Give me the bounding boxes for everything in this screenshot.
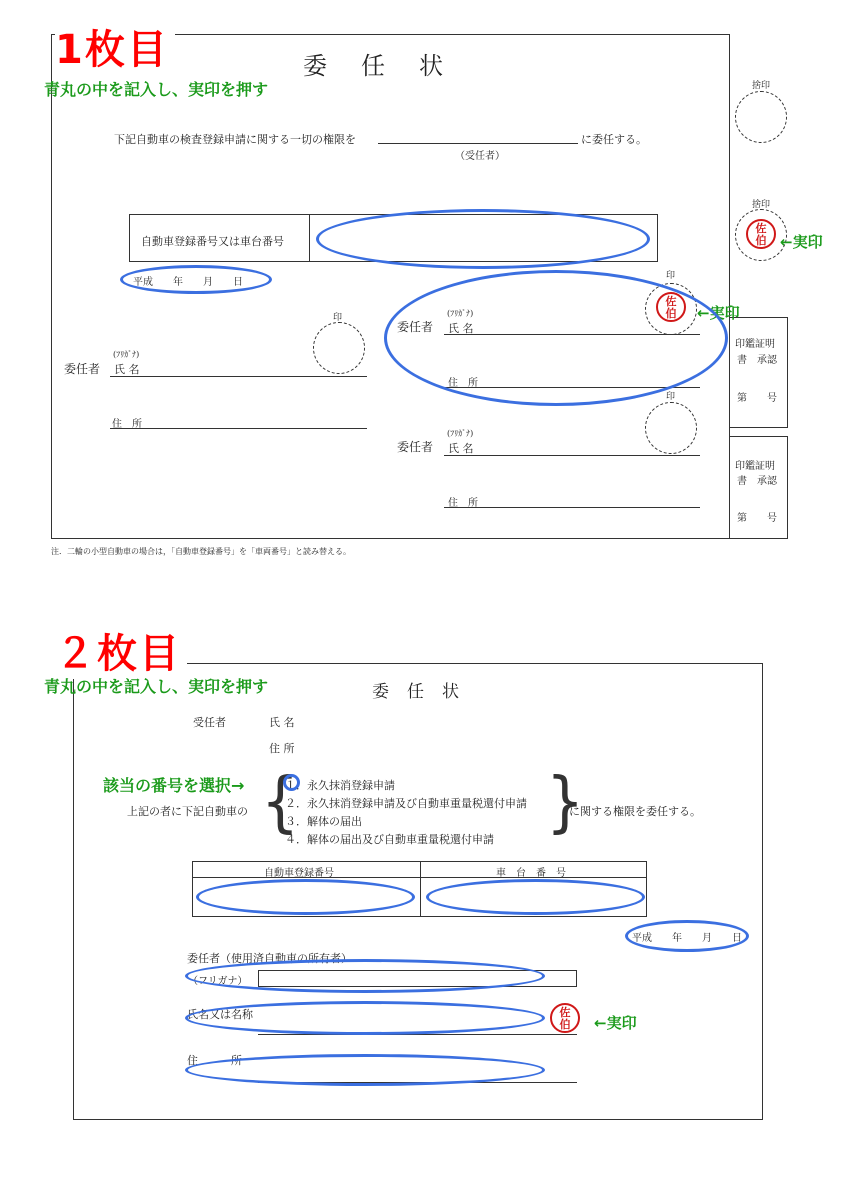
fill-instruction-2: 青丸の中を記入し、実印を押す xyxy=(44,677,269,696)
form1-address-line-right2[interactable] xyxy=(444,507,700,508)
form1-reg-divider xyxy=(309,214,310,262)
stamp-icon: 佐 伯 xyxy=(656,292,686,322)
jitsuin-label-1: ←実印 xyxy=(780,233,823,251)
form1-cert1-line1: 印鑑証明 xyxy=(735,339,775,350)
form2-col2-highlight[interactable] xyxy=(426,879,645,915)
form1-inin-sha-right1: 委任者 xyxy=(397,320,434,334)
form1-seal-circle-right2[interactable] xyxy=(645,402,697,454)
stamp-icon: 佐 伯 xyxy=(550,1003,580,1033)
form1-cert2-line1: 印鑑証明 xyxy=(735,461,775,472)
form1-sute-in-circle-1[interactable] xyxy=(735,91,787,143)
form2-option-1[interactable]: １．永久抹消登録申請 xyxy=(285,779,395,792)
form1-jusho-right2: 住 所 xyxy=(448,498,478,509)
form1-furigana-left: (ﾌﾘｶﾞﾅ) xyxy=(113,350,140,359)
jitsuin-label-3: ←実印 xyxy=(594,1014,637,1032)
form2-title: 委任状 xyxy=(372,682,477,702)
form2-name-label: 氏名又は名称 xyxy=(187,1008,253,1021)
form2-owner-label: 委任者（使用済自動車の所有者） xyxy=(187,952,352,965)
form1-furigana-right1: (ﾌﾘｶﾞﾅ) xyxy=(447,309,474,318)
form1-sute-in-label-2: 捨印 xyxy=(752,200,771,210)
form2-tail: に関する権限を委任する。 xyxy=(569,805,701,818)
form1-sentence-post: に委任する。 xyxy=(581,133,647,146)
form1-seal-circle-left[interactable] xyxy=(313,322,365,374)
form1-shimei-right1: 氏 名 xyxy=(448,322,474,335)
form1-inin-sha-right2: 委任者 xyxy=(397,440,434,454)
form1-jusho-left: 住 所 xyxy=(112,419,142,430)
sheet1-label: 1枚目 xyxy=(55,18,175,75)
form2-option-4[interactable]: ４．解体の届出及び自動車重量税還付申請 xyxy=(285,833,494,846)
form1-delegator-highlight[interactable] xyxy=(384,270,728,406)
form1-in-label-left: 印 xyxy=(333,313,343,323)
stamp-icon: 佐 伯 xyxy=(746,219,776,249)
form2-lead: 上記の者に下記自動車の xyxy=(127,805,248,818)
form2-furigana-highlight[interactable] xyxy=(185,959,545,993)
form1-date: 平成 年 月 日 xyxy=(133,277,243,288)
form1-in-label-right1: 印 xyxy=(666,271,676,281)
form2-jukin-shimei: 氏 名 xyxy=(269,716,295,729)
form1-inin-sha-left: 委任者 xyxy=(64,362,101,376)
form1-title: 委任状 xyxy=(303,52,477,80)
form2-name-highlight[interactable] xyxy=(185,1001,545,1035)
jitsuin-label-2: ←実印 xyxy=(697,304,740,322)
form1-sute-in-label-1: 捨印 xyxy=(752,81,771,91)
sheet2-label: ２枚目 xyxy=(55,622,187,679)
form2-col1-highlight[interactable] xyxy=(196,879,415,915)
select-number-label: 該当の番号を選択→ xyxy=(103,776,245,795)
form2-date-highlight[interactable] xyxy=(625,920,749,952)
form1-cert1-line3: 第 号 xyxy=(737,393,777,404)
form1-address-line-left[interactable] xyxy=(110,428,367,429)
form2-address-label: 住 所 xyxy=(187,1054,242,1067)
form2-option-2[interactable]: ２．永久抹消登録申請及び自動車重量税還付申請 xyxy=(285,797,527,810)
form1-in-label-right2: 印 xyxy=(666,392,676,402)
form1-jusho-right1: 住 所 xyxy=(448,378,478,389)
form2-furigana-label: （フリガナ） xyxy=(188,976,248,987)
form1-name-line-left[interactable] xyxy=(110,376,367,377)
form2-reg-table-divider xyxy=(420,861,421,917)
form1-date-highlight[interactable] xyxy=(120,265,272,294)
form1-reg-label: 自動車登録番号又は車台番号 xyxy=(141,235,284,248)
form2-option-1-highlight[interactable] xyxy=(283,774,300,791)
form1-note: 注．二輪の小型自動車の場合は，「自動車登録番号」を「車両番号」と読み替える。 xyxy=(51,547,351,556)
form1-cert2-line2: 書 承認 xyxy=(737,476,777,487)
form2-col1-header: 自動車登録番号 xyxy=(264,868,334,879)
form1-cert-box-upper xyxy=(729,317,788,428)
form2-jukin-jusho: 住 所 xyxy=(269,742,295,755)
form2-jukin-label: 受任者 xyxy=(193,716,226,729)
right-brace-icon: } xyxy=(546,763,585,841)
fill-instruction-1: 青丸の中を記入し、実印を押す xyxy=(44,80,269,99)
form1-name-line-right2[interactable] xyxy=(444,455,700,456)
form1-cert1-line2: 書 承認 xyxy=(737,355,777,366)
form1-sentence-pre: 下記自動車の検査登録申請に関する一切の権限を xyxy=(114,133,356,146)
form2-address-highlight[interactable] xyxy=(185,1054,545,1086)
form1-reg-highlight[interactable] xyxy=(316,209,650,269)
form2-col2-header: 車 台 番 号 xyxy=(496,868,566,879)
form2-date: 平成 年 月 日 xyxy=(632,933,742,944)
form1-shimei-left: 氏 名 xyxy=(114,363,140,376)
form1-jukinsha-label: （受任者） xyxy=(455,151,505,162)
form1-furigana-right2: (ﾌﾘｶﾞﾅ) xyxy=(447,429,474,438)
form1-shimei-right2: 氏 名 xyxy=(448,442,474,455)
form1-agent-line[interactable] xyxy=(378,143,578,144)
form1-cert2-line3: 第 号 xyxy=(737,513,777,524)
left-brace-icon: { xyxy=(261,763,300,841)
form2-option-3[interactable]: ３．解体の届出 xyxy=(285,815,362,828)
